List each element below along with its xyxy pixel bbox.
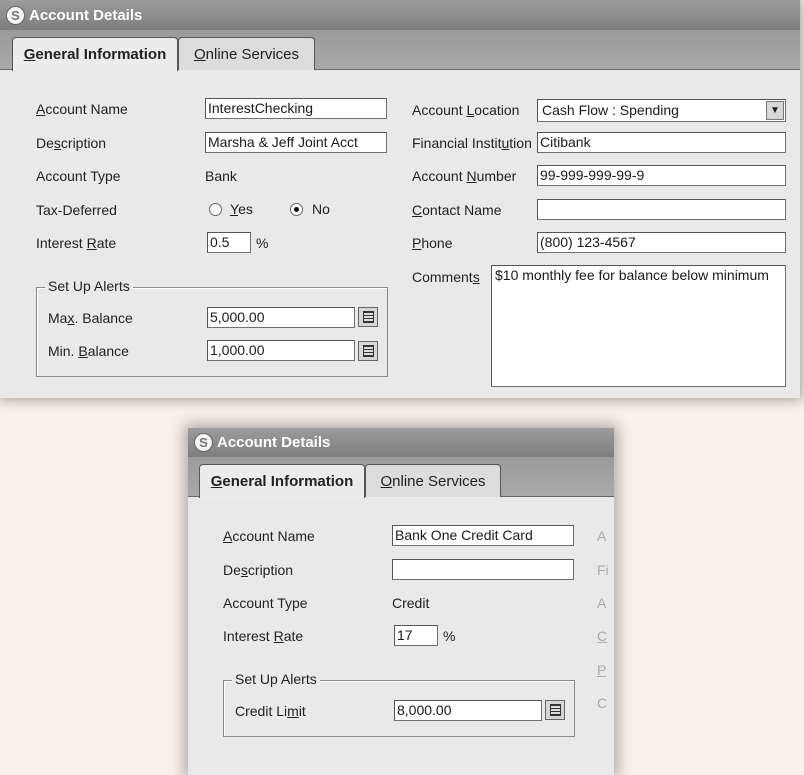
interest-rate-input[interactable]: 17 — [394, 625, 438, 646]
title-bar — [0, 0, 800, 30]
description-input[interactable]: Marsha & Jeff Joint Acct — [205, 132, 387, 153]
phone-input[interactable]: (800) 123-4567 — [537, 232, 786, 253]
max-balance-input[interactable]: 5,000.00 — [207, 307, 355, 328]
account-number-label: Account Number — [412, 168, 517, 184]
tab-online-services[interactable]: O nline Services — [365, 464, 501, 497]
clipped-label: Fi — [597, 562, 609, 578]
credit-limit-input[interactable]: 8,000.00 — [394, 700, 542, 721]
tax-deferred-yes-radio[interactable] — [209, 203, 222, 216]
percent-sign: % — [256, 235, 269, 251]
calculator-icon[interactable] — [545, 700, 565, 720]
tab-general-information[interactable]: G eneral Information — [199, 464, 365, 498]
window-title: Account Details — [217, 434, 331, 451]
tab-row — [0, 30, 800, 70]
max-balance-label: Max. Balance — [48, 310, 133, 326]
financial-institution-input[interactable]: Citibank — [537, 132, 786, 153]
set-up-alerts-title: Set Up Alerts — [232, 671, 320, 687]
clipped-label: C — [597, 695, 608, 711]
account-name-input[interactable]: InterestChecking — [205, 98, 387, 119]
credit-limit-label: Credit Limit — [235, 703, 306, 719]
phone-label: Phone — [412, 235, 453, 251]
description-input[interactable] — [392, 559, 574, 580]
tax-deferred-label: Tax-Deferred — [36, 202, 117, 218]
account-type-value: Credit — [392, 595, 430, 611]
title-bar — [188, 428, 614, 457]
tab-row — [188, 457, 614, 497]
contact-name-label: Contact Name — [412, 202, 502, 218]
interest-rate-input[interactable]: 0.5 — [207, 232, 251, 253]
tax-deferred-no-label[interactable]: No — [312, 201, 330, 217]
comments-textarea[interactable]: $10 monthly fee for balance below minimum — [491, 265, 786, 387]
set-up-alerts-title: Set Up Alerts — [45, 278, 133, 294]
clipped-label: A — [597, 595, 607, 611]
interest-rate-label: Interest Rate — [223, 628, 304, 644]
min-balance-label: Min. Balance — [48, 343, 129, 359]
description-label: Description — [223, 562, 294, 578]
description-label: Description — [36, 135, 107, 151]
calculator-icon[interactable] — [358, 307, 378, 327]
percent-sign: % — [443, 628, 456, 644]
account-type-label: Account Type — [36, 168, 121, 184]
account-name-input[interactable]: Bank One Credit Card — [392, 525, 574, 546]
clipped-label: P — [597, 662, 607, 678]
interest-rate-label: Interest Rate — [36, 235, 117, 251]
account-details-window-2 — [188, 428, 614, 775]
account-name-label: Account Name — [36, 101, 128, 117]
contact-name-input[interactable] — [537, 199, 786, 220]
account-name-label: Account Name — [223, 528, 315, 544]
app-logo-icon: S — [6, 6, 25, 25]
account-location-select[interactable]: Cash Flow : Spending ▼ — [537, 99, 786, 122]
account-location-label: Account Location — [412, 102, 520, 118]
tax-deferred-yes-label[interactable]: Yes — [230, 201, 253, 217]
account-type-label: Account Type — [223, 595, 308, 611]
account-type-value: Bank — [205, 168, 237, 184]
comments-label: Comments — [412, 269, 480, 285]
calculator-icon[interactable] — [358, 341, 378, 361]
account-number-input[interactable]: 99-999-999-99-9 — [537, 165, 786, 186]
app-logo-icon: S — [194, 433, 213, 452]
clipped-label: C — [597, 628, 608, 644]
set-up-alerts-group — [36, 278, 388, 377]
financial-institution-label: Financial Institution — [412, 135, 532, 151]
tax-deferred-no-radio[interactable] — [290, 203, 303, 216]
clipped-label: A — [597, 528, 607, 544]
tab-general-information[interactable]: G eneral Information — [12, 37, 178, 71]
tab-online-services[interactable]: O nline Services — [178, 37, 315, 70]
window-title: Account Details — [29, 6, 143, 24]
chevron-down-icon[interactable]: ▼ — [766, 101, 784, 120]
min-balance-input[interactable]: 1,000.00 — [207, 340, 355, 361]
